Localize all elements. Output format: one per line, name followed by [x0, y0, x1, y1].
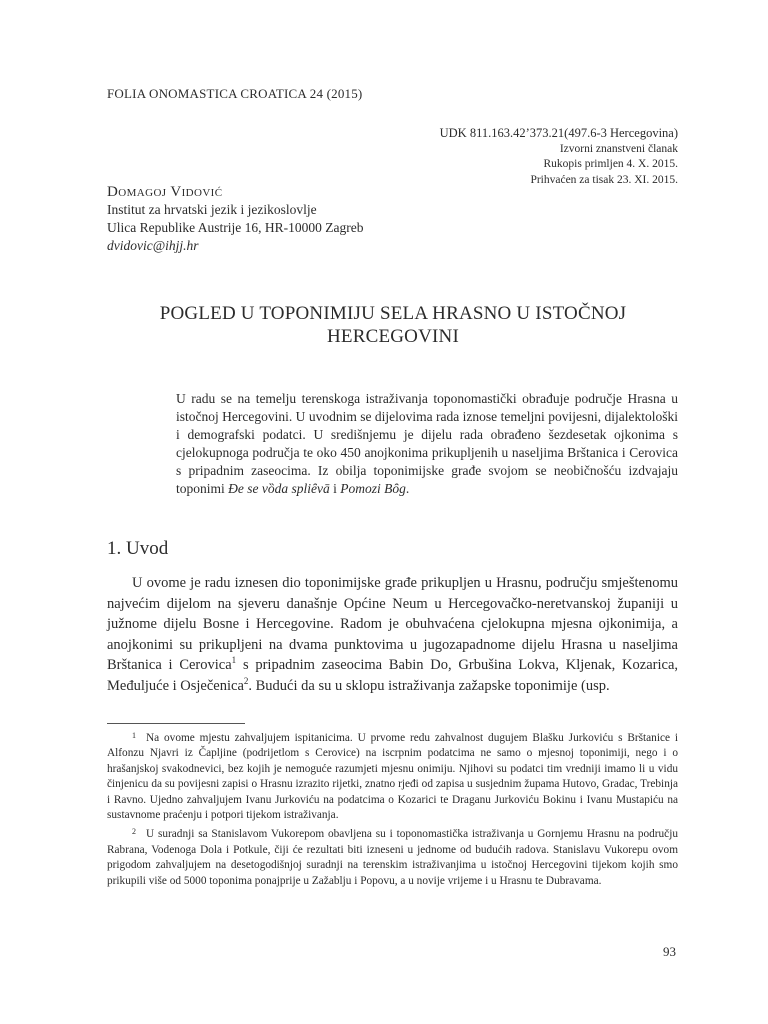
- author-email[interactable]: dvidovic@ihjj.hr: [107, 238, 199, 253]
- abstract-end: .: [405, 481, 410, 496]
- article-metadata: [440, 126, 678, 188]
- author-block: [107, 183, 363, 255]
- body-text-a: U ovome je radu iznesen dio toponimijske građe prikupljen u Hrasnu, području smještenomu najvećim dijelom na sjeveru današnje Općine Neum u Hercegovačko-neretvanskoj županiji u južnome dijelu Bosne i Hercegovine. Radom je obuhvaćena cjelokupna mjesna ojkonimija, a anojkonimi su prikupljeni na dvama punktovima u jugozapadnome dijelu Hrasna u naseljima Brštanica i Cerovica: [107, 575, 678, 673]
- body-text-c: . Budući da su u sklopu istraživanja zažapske toponimije (usp.: [248, 677, 610, 694]
- section-heading: 1. Uvod: [107, 538, 169, 559]
- footnote-2: [107, 824, 678, 889]
- footnote-number: 2: [132, 827, 136, 837]
- footnote-ref-2[interactable]: 2: [243, 675, 249, 686]
- footnote-1: [107, 728, 678, 823]
- received-date: Rukopis primljen 4. X. 2015.: [543, 158, 678, 170]
- title-line-2: HERCEGOVINI: [326, 326, 460, 347]
- accepted-date: Prihvaćen za tisak 23. XI. 2015.: [530, 173, 678, 186]
- article-type: Izvorni znanstveni članak: [559, 142, 678, 155]
- author-address: Ulica Republike Austrije 16, HR-10000 Zagreb: [107, 220, 364, 235]
- article-title: [107, 302, 679, 348]
- footnote-text: Na ovome mjestu zahvaljujem ispitanicima. U prvome redu zahvalnost dugujem Blašku Jurkoviću s Brštanice i Alfonzu Njavri iz Čapljine (podrijetlom s Cerovice) na iscrpnim podatcima ne samo o mjesnoj toponimiji, nego i o hrašanjskoj svakodnevici, bez kojih je nemoguće razumjeti mjesnu onimiju. Njihovi su podatci tim vredniji imamo li u vidu činjenicu da su povijesni zapisi o Hrasnu izrazito rijetki, znatno rjeđi od zapisa u susjednim župama Hutovo, Gradac, Trebinja i Ravno. Ujedno zahvaljujem Ivanu Jurkoviću na podatcima o Kozarici te Draganu Jurkoviću Bokinu i Ivanu Mustapiću na sustavnome praćenju i potpori tijekom istraživanja.: [107, 732, 678, 822]
- journal-header: FOLIA ONOMASTICA CROATICA 24 (2015): [107, 86, 363, 101]
- footnote-ref-1[interactable]: 1: [231, 655, 237, 666]
- title-line-1: POGLED U TOPONIMIJU SELA HRASNO U ISTOČNOJ: [159, 303, 627, 324]
- author-name: Domagoj Vidović: [107, 184, 223, 200]
- footnote-number: 1: [132, 731, 136, 740]
- body-text-b: s pripadnim zaseocima Babin Do, Grbušina Lokva, Kljenak, Kozarica, Međuljuće i Osječenica: [107, 657, 679, 694]
- author-institution: Institut za hrvatski jezik i jezikoslovlje: [107, 202, 317, 217]
- abstract-toponym-2: Pomozi Bȏg: [340, 481, 406, 496]
- body-paragraph: [107, 573, 678, 696]
- footnote-divider: [107, 723, 245, 724]
- abstract-toponym-1: Đe se vȍda spliȇvā: [228, 481, 330, 496]
- page-number: 93: [663, 944, 676, 959]
- abstract-text: U radu se na temelju terenskoga istraživanja toponomastički obrađuje područje Hrasna u istočnoj Hercegovini. U uvodnim se dijelovima rada iznose temeljni povijesni, dijalektološki i demografski podatci. U središnjemu je dijelu rada obrađeno šezdesetak ojkonima s cjelokupnoga područja te oko 450 anojkonima prikupljenih u naseljima Brštanica i Cerovica s pripadnim zaseocima. Iz obilja toponimijske građe svojom se neobičnošću izdvajaju toponimi: [176, 391, 678, 496]
- abstract: [176, 390, 678, 498]
- udk-code: UDK 811.163.42’373.21(497.6-3 Hercegovina): [439, 126, 678, 140]
- footnotes: [107, 728, 678, 890]
- footnote-text: U suradnji sa Stanislavom Vukorepom obavljena su i toponomastička istraživanja u Gornjemu Hrasnu na području Rabrana, Vodenoga Dola i Potkule, čiji će rezultati biti izneseni u jednome od budućih radova. Stanislavu Vukorepu ovom prigodom zahvaljujem na desetogodišnjoj suradnji na terenskim istraživanjima u istočnoj Hercegovini tijekom kojih smo prikupili više od 5000 toponima ponajprije u Zažablju i Popovu, a u novije vrijeme i u Hrasnu te Dubravama.: [107, 828, 678, 887]
- abstract-conj: i: [329, 481, 341, 496]
